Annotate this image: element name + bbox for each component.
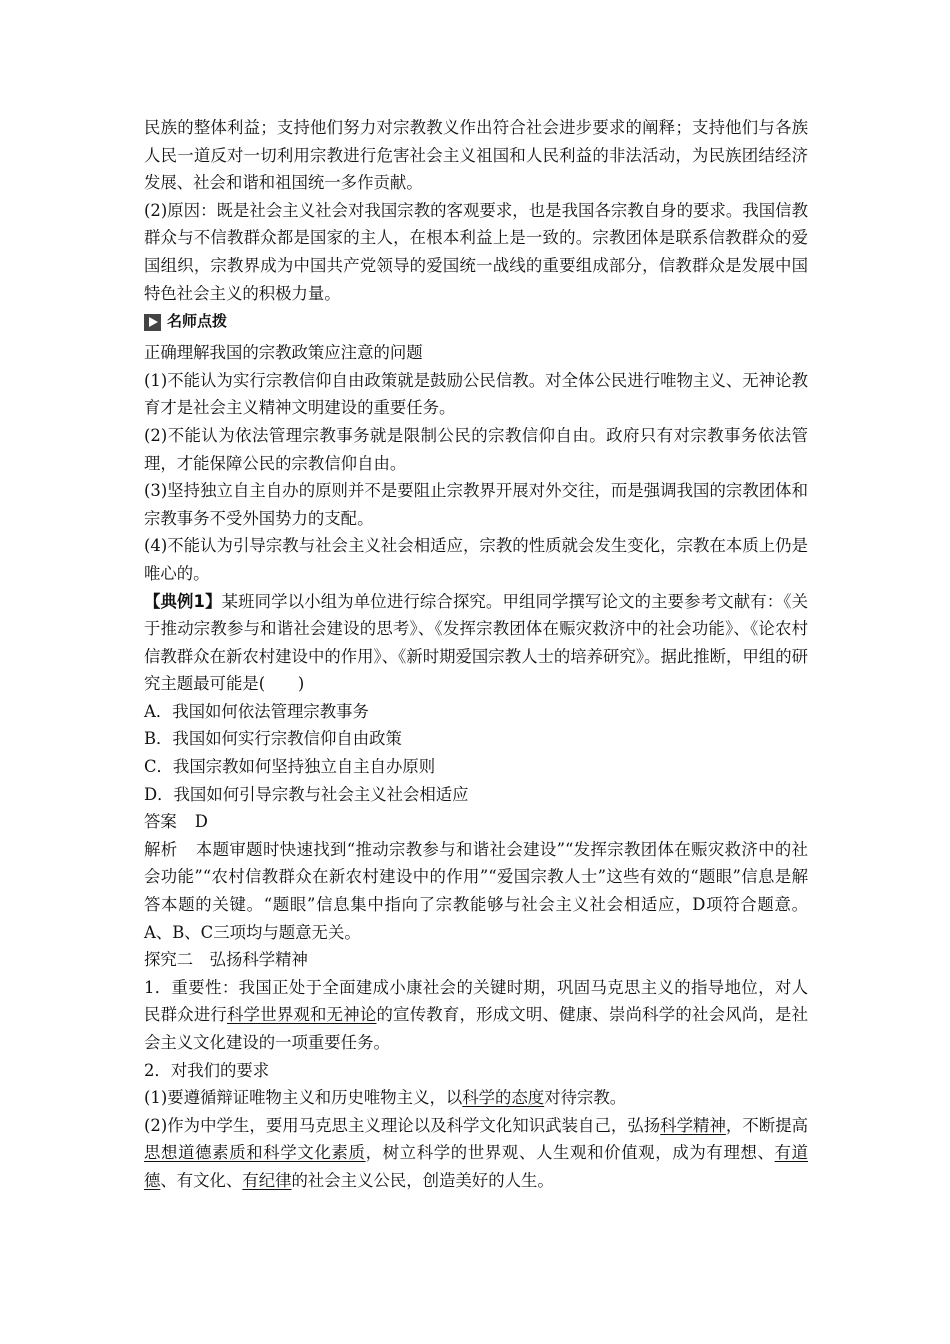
- analysis-line: [144, 836, 808, 946]
- underlined-term: 科学世界观和无神论: [227, 1005, 377, 1025]
- tip-item: (2)不能认为依法管理宗教事务就是限制公民的宗教信仰自由。政府只有对宗教事务依法管理，才能保障公民的宗教信仰自由。: [144, 425, 808, 473]
- answer-label: 答案: [144, 812, 177, 832]
- option-a: A．我国如何依法管理宗教事务: [144, 701, 369, 721]
- tip-item: (3)坚持独立自主自办的原则并不是要阻止宗教界开展对外交往，而是强调我国的宗教团体和宗教事务不受外国势力的支配。: [144, 481, 808, 528]
- example-question-text: 某班同学以小组为单位进行综合探究。甲组同学撰写论文的主要参考文献有：《关于推动宗教参与和谐社会建设的思考》、《发挥宗教团体在赈灾救济中的社会功能》、《论农村信教群众在新农村建设中的作用》、《新时期爱国宗教人士的培养研究》。据此推断，甲组的研究主题最可能是( ): [144, 591, 808, 694]
- underlined-term: 科学的态度: [462, 1088, 545, 1108]
- answer-line: [144, 808, 808, 836]
- importance-item: 1．重要性：我国正处于全面建成小康社会的关键时期，巩固马克思主义的指导地位，对人民群众进行科学世界观和无神论的宣传教育，形成文明、健康、崇尚科学的社会风尚，是社会主义文化建设的一项重要任务。: [144, 977, 809, 1052]
- analysis-text: 本题审题时快速找到“推动宗教参与和谐社会建设”“发挥宗教团体在赈灾救济中的社会功能”“农村信教群众在新农村建设中的作用”“爱国宗教人士”这些有效的“题眼”信息是解答本题的关键。“题眼”信息集中指向了宗教能够与社会主义社会相适应，D项符合题意。A、B、C三项均与题意无关。: [144, 839, 809, 942]
- underlined-term: 思想道德素质和科学文化素质: [144, 1143, 366, 1163]
- tip-item: (1)不能认为实行宗教信仰自由政策就是鼓励公民信教。对全体公民进行唯物主义、无神论教育才是社会主义精神文明建设的重要任务。: [144, 370, 808, 418]
- section-tag-label: 名师点拨: [167, 312, 228, 331]
- example-label: 【典例1】: [144, 591, 222, 611]
- section-tag: [144, 308, 808, 336]
- inquiry-heading: 探究二 弘扬科学精神: [144, 950, 308, 970]
- document-page: [144, 114, 808, 1195]
- answer-value: D: [194, 812, 208, 832]
- option-b: B．我国如何实行宗教信仰自由政策: [144, 729, 402, 749]
- play-triangle-icon: [144, 314, 161, 331]
- analysis-label: 解析: [144, 839, 178, 859]
- paragraph-support: 民族的整体利益；支持他们努力对宗教教义作出符合社会进步要求的阐释；支持他们与各族人民一道反对一切利用宗教进行危害社会主义祖国和人民利益的非法活动，为民族团结经济发展、社会和谐和祖国统一多作贡献。: [144, 118, 808, 193]
- underlined-term: 有纪律: [242, 1170, 292, 1190]
- option-c: C．我国宗教如何坚持独立自主自办原则: [144, 757, 436, 777]
- tips-title: 正确理解我国的宗教政策应注意的问题: [144, 343, 423, 363]
- option-d: D．我国如何引导宗教与社会主义社会相适应: [144, 784, 469, 804]
- requirement-item: (1)要遵循辩证唯物主义和历史唯物主义，以科学的态度对待宗教。: [144, 1088, 627, 1108]
- requirements-heading: 2．对我们的要求: [144, 1060, 270, 1080]
- underlined-term: 科学精神: [660, 1115, 726, 1135]
- paragraph-reason: (2)原因：既是社会主义社会对我国宗教的客观要求，也是我国各宗教自身的要求。我国信教群众与不信教群众都是国家的主人，在根本利益上是一致的。宗教团体是联系信教群众的爱国组织，宗教界成为中国共产党领导的爱国统一战线的重要组成部分，信教群众是发展中国特色社会主义的积极力量。: [144, 200, 808, 303]
- underlined-term: 有道德: [144, 1143, 809, 1190]
- requirement-item: (2)作为中学生，要用马克思主义理论以及科学文化知识武装自己，弘扬科学精神，不断提高思想道德素质和科学文化素质，树立科学的世界观、人生观和价值观，成为有理想、有道德、有文化、有纪律的社会主义公民，创造美好的人生。: [144, 1115, 809, 1190]
- tip-item: (4)不能认为引导宗教与社会主义社会相适应，宗教的性质就会发生变化，宗教在本质上仍是唯心的。: [144, 536, 808, 583]
- example-question: [144, 588, 808, 698]
